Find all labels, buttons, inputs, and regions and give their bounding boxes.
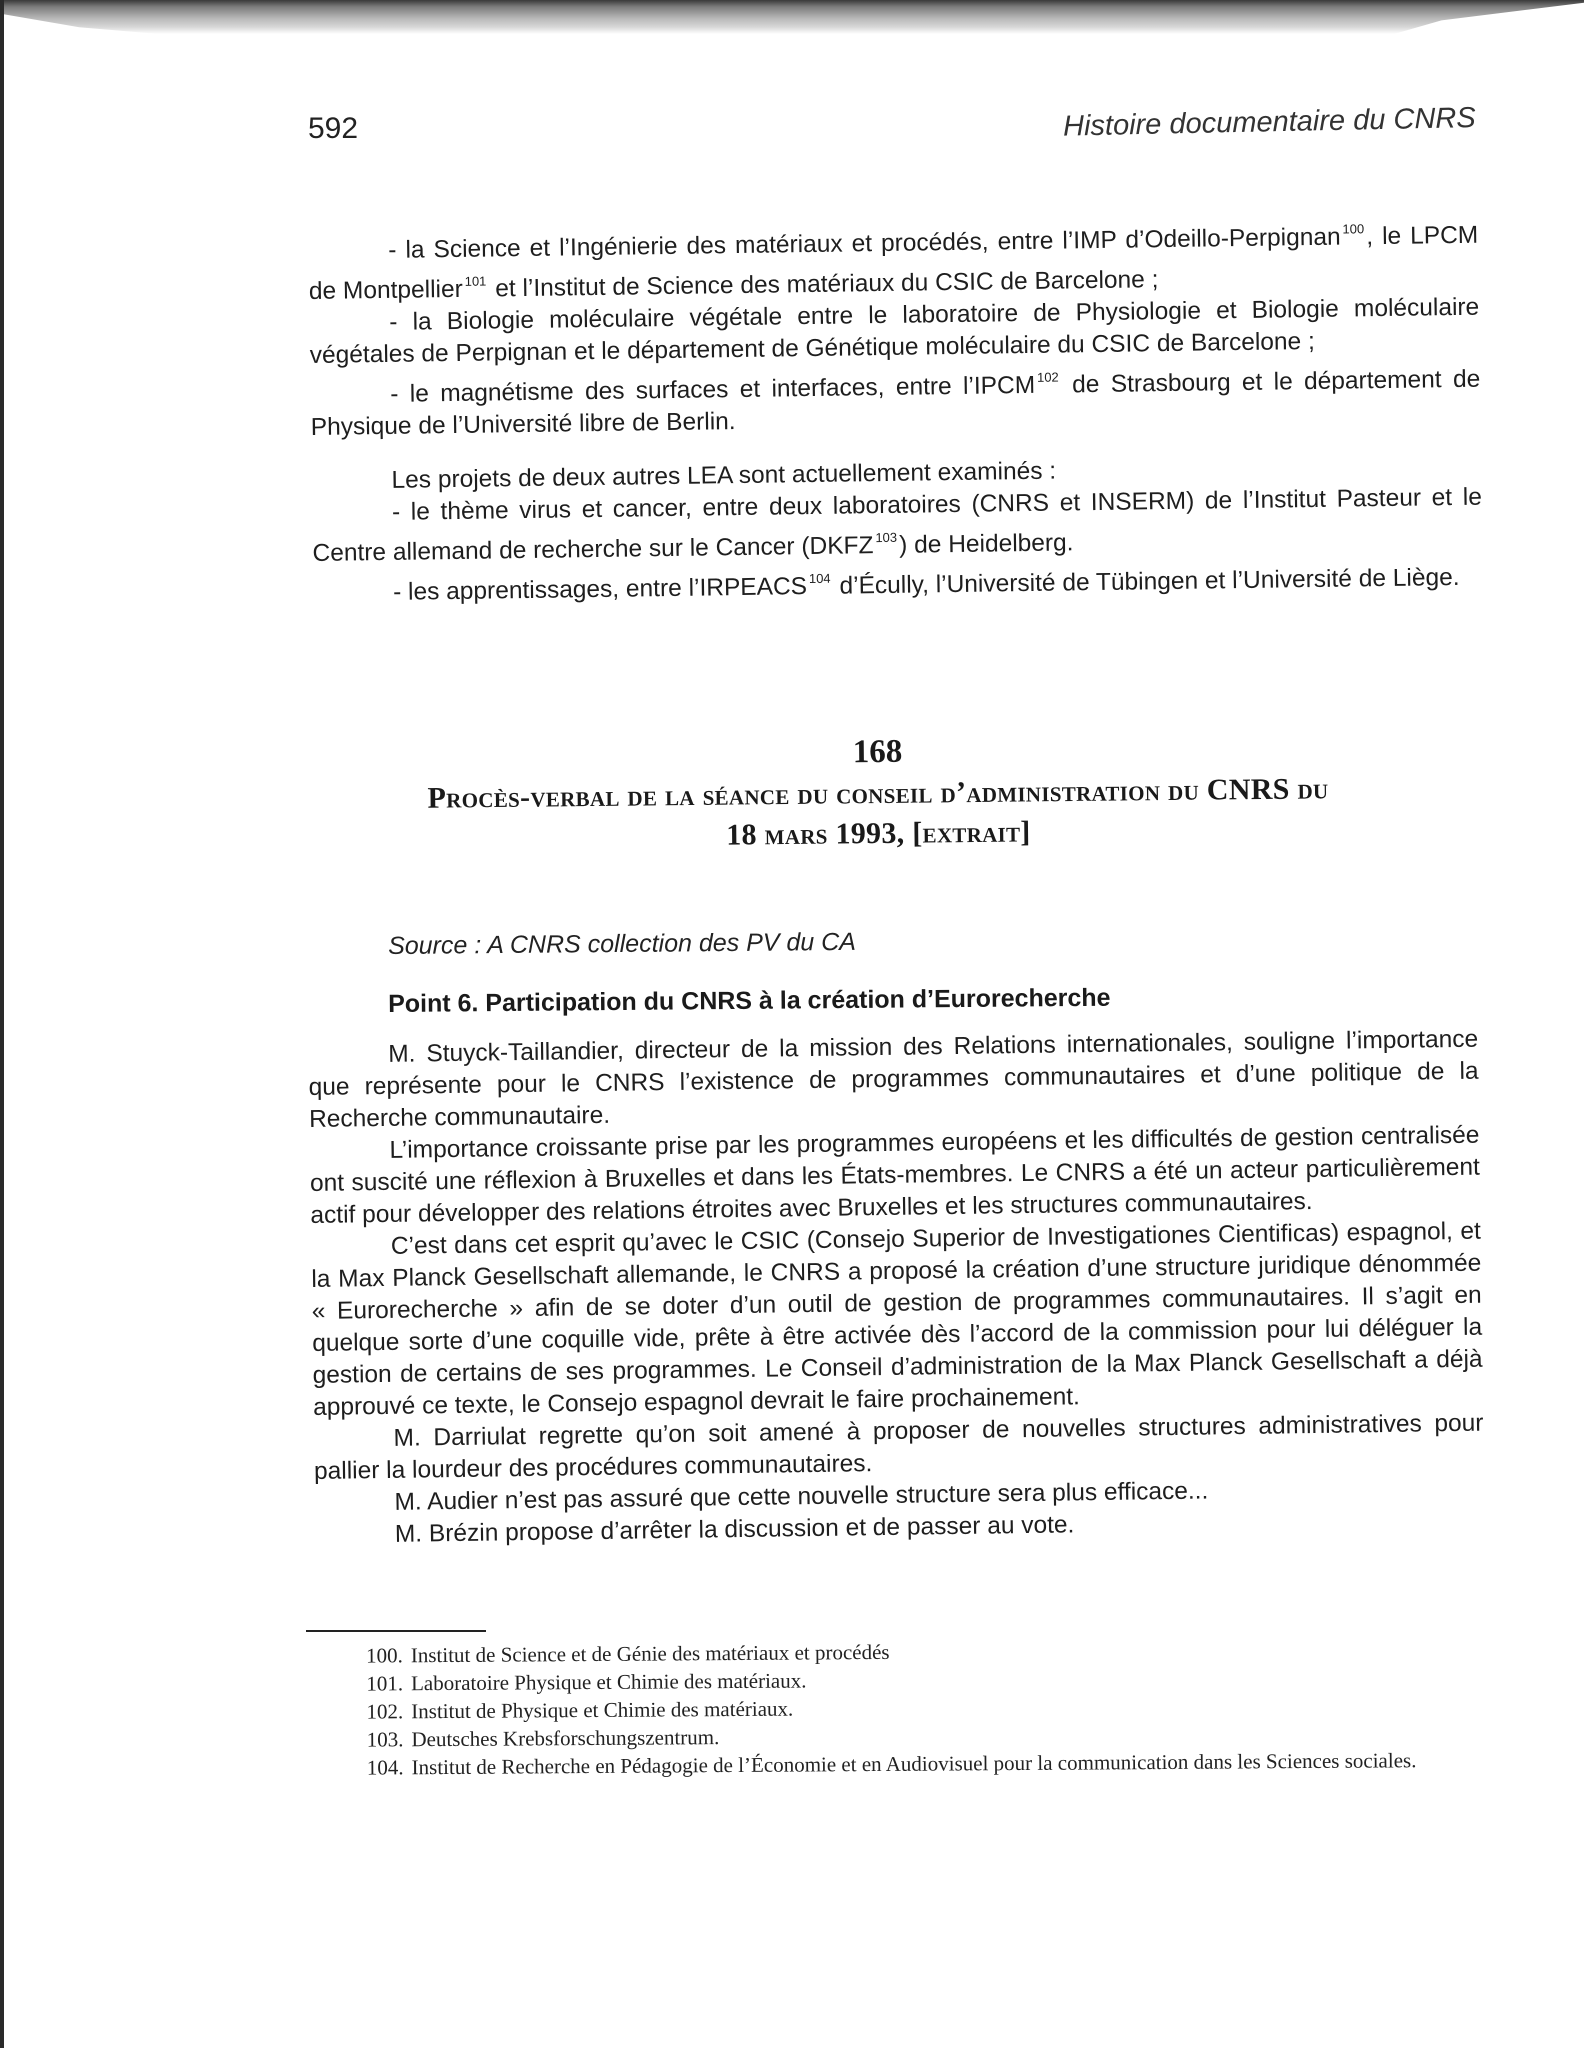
footnote-number: 104. (366, 1755, 404, 1780)
footnote-number: 100. (366, 1643, 403, 1668)
lea-item-text: , le LPCM de Montpellier (308, 221, 1479, 305)
footnote-ref[interactable]: 100 (1342, 221, 1365, 237)
document-source: Source : A CNRS collection des PV du CA (388, 927, 857, 960)
point-title: Point 6. Participation du CNRS à la création d’Eurorecherche (388, 983, 1111, 1018)
paragraph: M. Brézin propose d’arrêter la discussion et de passer au vote. (394, 1511, 1075, 1548)
project-item-text: ) de Heidelberg. (899, 529, 1074, 559)
footnote-text: Institut de Recherche en Pédagogie de l’Économie et en Audiovisuel pour la communication dans les Sciences sociales. (411, 1748, 1417, 1780)
running-head (308, 102, 1477, 152)
document-number: 168 (852, 733, 903, 771)
footnote-divider (306, 1630, 486, 1632)
lea-item-text: - la Science et l’Ingénierie des matériaux et procédés, entre l’IMP d’Odeillo-Perpignan (388, 223, 1341, 264)
footnote-text: Deutsches Krebsforschungszentrum. (411, 1725, 720, 1752)
running-title: Histoire documentaire du CNRS (1063, 102, 1477, 143)
paragraph: M. Stuyck-Taillandier, directeur de la mission des Relations internationales, souligne l’importance que représente pour le CNRS l’existence de programmes communautaires et d’une politique de la Recherche communautaire. (308, 1025, 1479, 1133)
footnote-text: Laboratoire Physique et Chimie des matériaux. (410, 1668, 807, 1696)
footnote-ref[interactable]: 104 (808, 570, 831, 587)
lea-item-text: de Strasbourg et le département de Physique de l’Université libre de Berlin. (310, 365, 1481, 441)
footnote-number: 102. (366, 1699, 404, 1724)
lea-item-text: et l’Institut de Science des matériaux du CSIC de Barcelone ; (488, 266, 1159, 303)
document-header (307, 724, 1448, 860)
paragraph: L’importance croissante prise par les programmes européens et les difficultés de gestion centralisée ont suscité une réflexion à Bruxelles et dans les États-membres. Le CNRS a été un acteur particulièrement actif pour développer des relations étroites avec Bruxelles et les structures communautaires. (309, 1121, 1481, 1229)
project-item-text: d’Écully, l’Université de Tübingen et l’Université de Liège. (832, 563, 1460, 600)
scan-left-border (0, 0, 4, 2048)
lea-item-text: - le magnétisme des surfaces et interfaces, entre l’IPCM (390, 371, 1036, 408)
page-number: 592 (308, 112, 359, 145)
document-title-line2: 18 mars 1993, [extrait] (726, 815, 1031, 852)
footnote-text: Institut de Science et de Génie des matériaux et procédés (410, 1639, 890, 1668)
projects-intro: Les projets de deux autres LEA sont actuellement examinés : (391, 457, 1057, 494)
paragraph: C’est dans cet esprit qu’avec le CSIC (Consejo Superior de Investigationes Cientificas) espagnol, et la Max Planck Gesellschaft allemande, le CNRS a proposé la création d’une structure juridique dénommée « Eurorecherche » afin de se doter d’un outil de gestion de programmes communautaires. Il s’agit en quelque sorte d’une coquille vide, prête à être activée dès l’accord de la commission pour lui déléguer la gestion de certains de ses programmes. Le Conseil d’administration de la Max Planck Gesellschaft a déjà approuvé ce texte, le Consejo espagnol devrait le faire prochainement. (311, 1217, 1483, 1421)
footnote-ref[interactable]: 103 (875, 529, 898, 546)
document-title-line1: Procès-verbal de la séance du conseil d’administration du CNRS du (427, 772, 1329, 815)
project-item-text: - le thème virus et cancer, entre deux laboratoires (CNRS et INSERM) de l’Institut Pasteur et le Centre allemand de recherche sur le Cancer (DKFZ (312, 483, 1483, 567)
paragraph: M. Audier n’est pas assuré que cette nouvelle structure sera plus efficace... (394, 1477, 1209, 1516)
paragraph: M. Darriulat regrette qu’on soit amené à proposer de nouvelles structures administratives pour pallier la lourdeur des procédures communautaires. (313, 1409, 1484, 1485)
footnote-number: 101. (366, 1671, 404, 1696)
lea-list-section (308, 212, 1483, 610)
footnote-number: 103. (366, 1727, 404, 1752)
footnote-text: Institut de Physique et Chimie des matériaux. (411, 1696, 794, 1724)
footnotes (306, 1634, 1477, 1782)
minutes-body (308, 1024, 1485, 1552)
footnote-ref[interactable]: 102 (1036, 369, 1059, 385)
footnote-ref[interactable]: 101 (464, 273, 487, 289)
scan-page-edge (0, 0, 1584, 34)
project-item-text: - les apprentissages, entre l’IRPEACS (392, 573, 808, 606)
lea-item: - la Biologie moléculaire végétale entre le laboratoire de Physiologie et Biologie moléculaire végétales de Perpignan et le département de Génétique moléculaire du CSIC de Barcelone ; (309, 293, 1480, 369)
